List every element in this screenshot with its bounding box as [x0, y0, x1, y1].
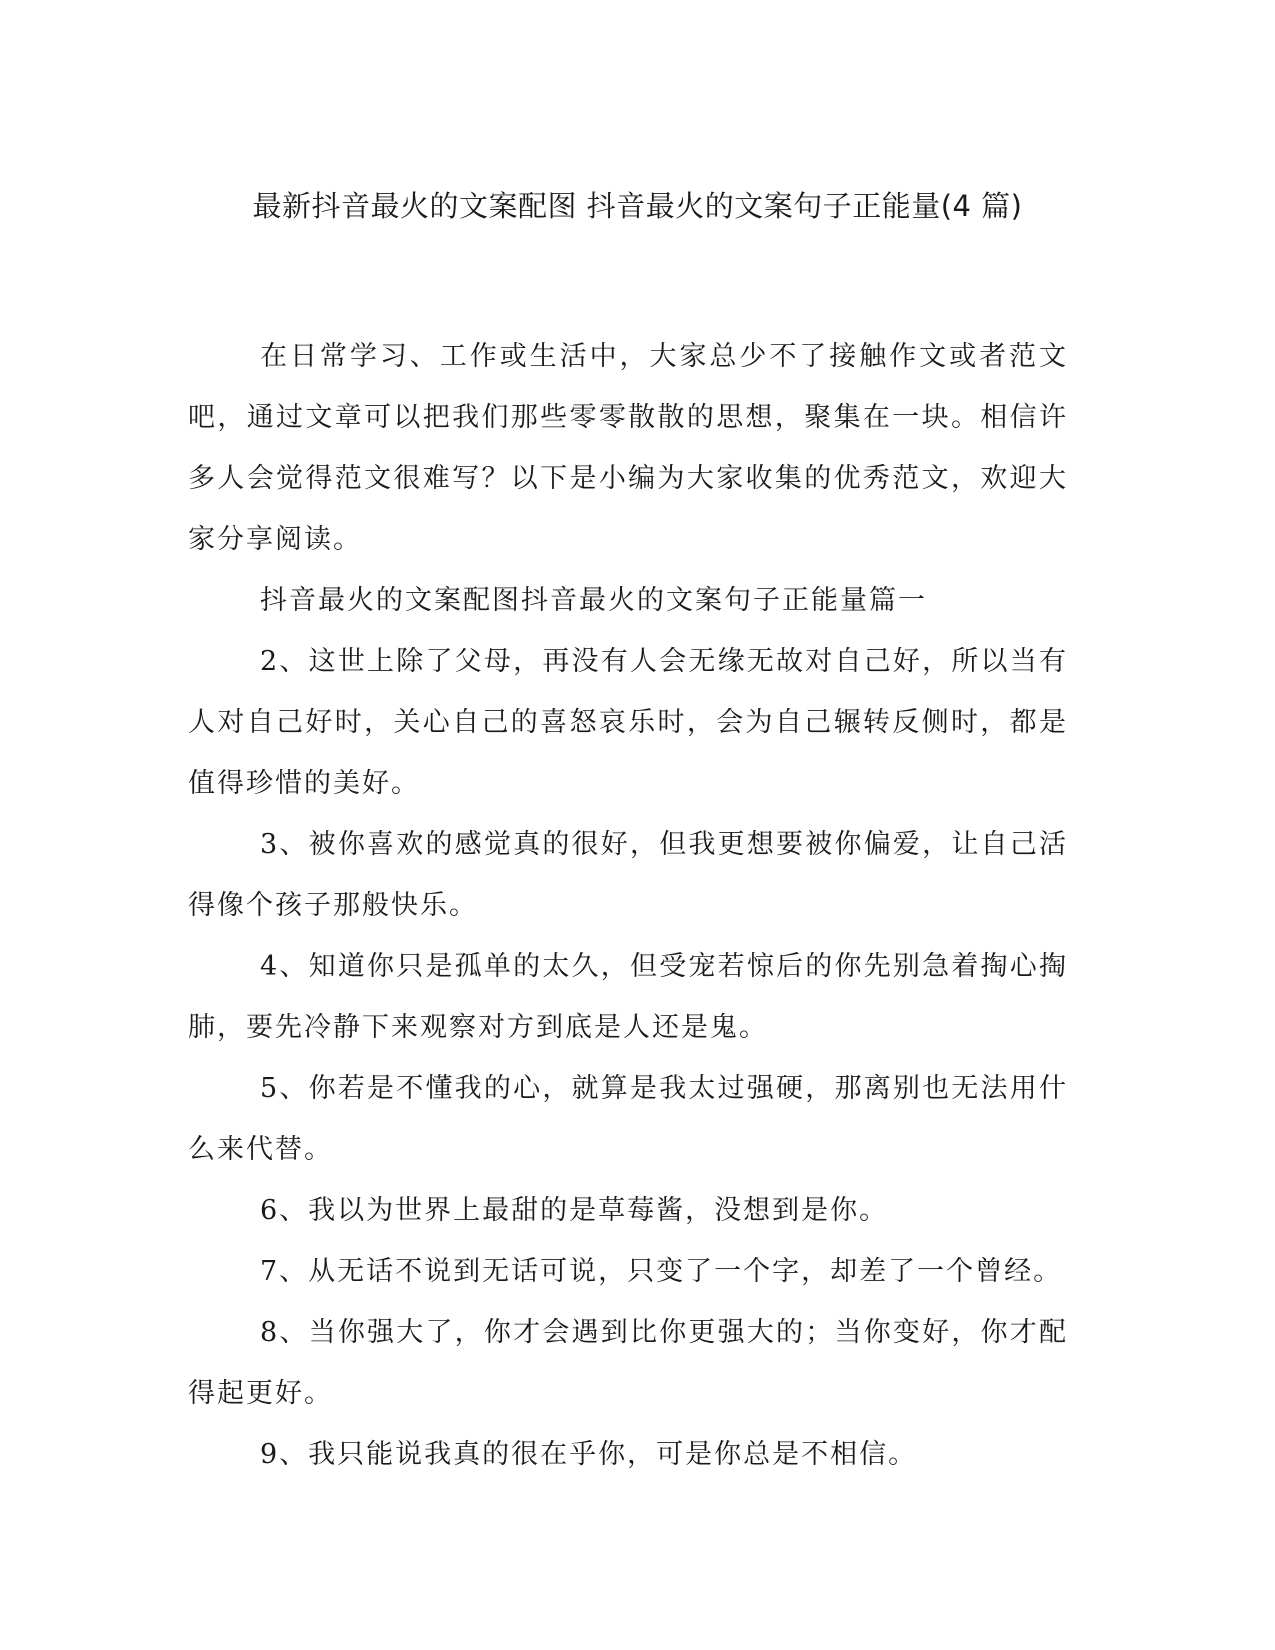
- list-item: 8、当你强大了，你才会遇到比你更强大的；当你变好，你才配得起更好。: [188, 1317, 1068, 1409]
- list-item: 9、我只能说我真的很在乎你，可是你总是不相信。: [260, 1439, 918, 1470]
- section-heading: 抖音最火的文案配图抖音最火的文案句子正能量篇一: [260, 585, 927, 616]
- list-item: 2、这世上除了父母，再没有人会无缘无故对自己好，所以当有人对自己好时，关心自己的喜怒哀乐时，会为自己辗转反侧时，都是值得珍惜的美好。: [188, 646, 1068, 799]
- intro-paragraph: 在日常学习、工作或生活中，大家总少不了接触作文或者范文吧，通过文章可以把我们那些零零散散的思想，聚集在一块。相信许多人会觉得范文很难写？以下是小编为大家收集的优秀范文，欢迎大家分享阅读。: [188, 341, 1068, 555]
- list-item: 3、被你喜欢的感觉真的很好，但我更想要被你偏爱，让自己活得像个孩子那般快乐。: [188, 829, 1068, 921]
- list-item: 4、知道你只是孤单的太久，但受宠若惊后的你先别急着掏心掏肺，要先冷静下来观察对方到底是人还是鬼。: [188, 951, 1068, 1043]
- document-title: 最新抖音最火的文案配图 抖音最火的文案句子正能量(4 篇): [252, 189, 1023, 223]
- list-item: 7、从无话不说到无话可说，只变了一个字，却差了一个曾经。: [260, 1256, 1063, 1287]
- list-item: 5、你若是不懂我的心，就算是我太过强硬，那离别也无法用什么来代替。: [188, 1073, 1068, 1165]
- document-body: [188, 326, 1068, 1485]
- list-item: 6、我以为世界上最甜的是草莓酱，没想到是你。: [260, 1195, 889, 1226]
